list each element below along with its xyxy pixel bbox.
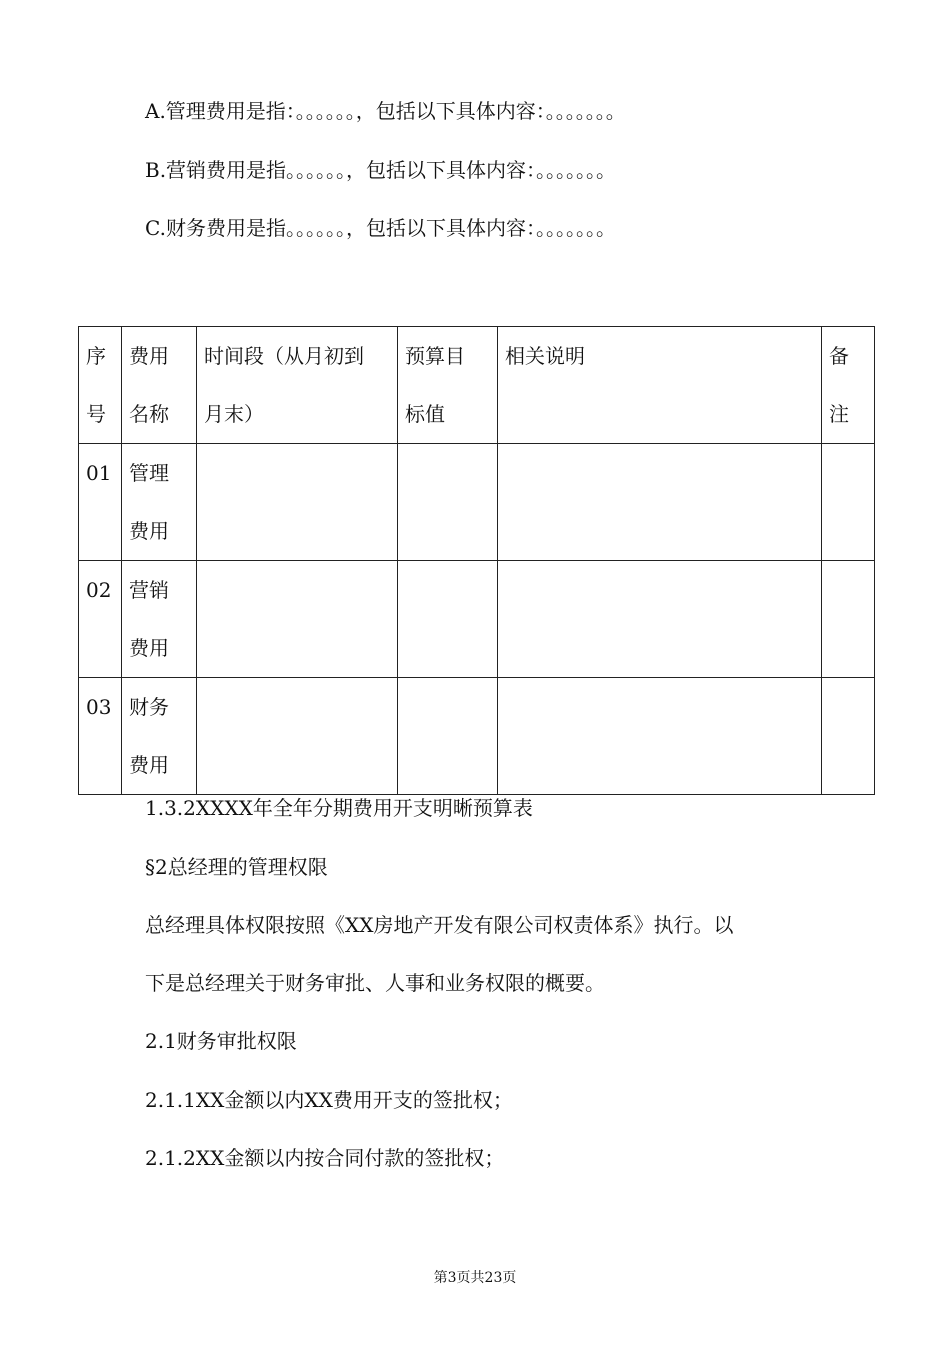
cell-budget-target bbox=[398, 678, 498, 795]
cell-index: 03 bbox=[79, 678, 122, 795]
header-index: 序 号 bbox=[79, 327, 122, 444]
list-item: 2.1.1XX金额以内XX费用开支的签批权； bbox=[145, 1088, 513, 1112]
cell-description bbox=[498, 444, 822, 561]
cell-description bbox=[498, 678, 822, 795]
table-row bbox=[79, 444, 875, 561]
page-footer: 第3页共23页 bbox=[433, 1270, 517, 1286]
body-line: 总经理具体权限按照《XX房地产开发有限公司权责体系》执行。以 bbox=[145, 913, 734, 937]
cell-remarks bbox=[822, 561, 875, 678]
cell-budget-target bbox=[398, 561, 498, 678]
cell-description bbox=[498, 561, 822, 678]
cell-expense-name: 管理 费用 bbox=[122, 444, 197, 561]
list-item: 2.1.2XX金额以内按合同付款的签批权； bbox=[145, 1146, 505, 1170]
cell-expense-name: 财务 费用 bbox=[122, 678, 197, 795]
header-remarks: 备 注 bbox=[822, 327, 875, 444]
cell-time-period bbox=[197, 561, 398, 678]
section-heading: §2总经理的管理权限 bbox=[145, 855, 328, 879]
table-row bbox=[79, 561, 875, 678]
header-time-period: 时间段（从月初到 月末） bbox=[197, 327, 398, 444]
table-caption: 1.3.2XXXX年全年分期费用开支明晰预算表 bbox=[145, 796, 533, 820]
cell-index: 02 bbox=[79, 561, 122, 678]
cell-remarks bbox=[822, 444, 875, 561]
paragraph-finance-expense: C.财务费用是指。。。。。。，包括以下具体内容：。。。。。。。 bbox=[145, 216, 616, 240]
cell-budget-target bbox=[398, 444, 498, 561]
table-header-row bbox=[79, 327, 875, 444]
paragraph-marketing-expense: B.营销费用是指。。。。。。，包括以下具体内容：。。。。。。。 bbox=[145, 158, 617, 182]
header-budget-target: 预算目 标值 bbox=[398, 327, 498, 444]
cell-expense-name: 营销 费用 bbox=[122, 561, 197, 678]
budget-table bbox=[78, 326, 875, 795]
subsection-heading: 2.1财务审批权限 bbox=[145, 1029, 297, 1053]
header-expense-name: 费用 名称 bbox=[122, 327, 197, 444]
cell-time-period bbox=[197, 444, 398, 561]
paragraph-admin-expense: A.管理费用是指：。。。。。。，包括以下具体内容：。。。。。。。 bbox=[145, 99, 626, 123]
cell-remarks bbox=[822, 678, 875, 795]
cell-index: 01 bbox=[79, 444, 122, 561]
cell-time-period bbox=[197, 678, 398, 795]
header-description: 相关说明 bbox=[498, 327, 822, 444]
body-line: 下是总经理关于财务审批、人事和业务权限的概要。 bbox=[145, 971, 605, 995]
table-row bbox=[79, 678, 875, 795]
